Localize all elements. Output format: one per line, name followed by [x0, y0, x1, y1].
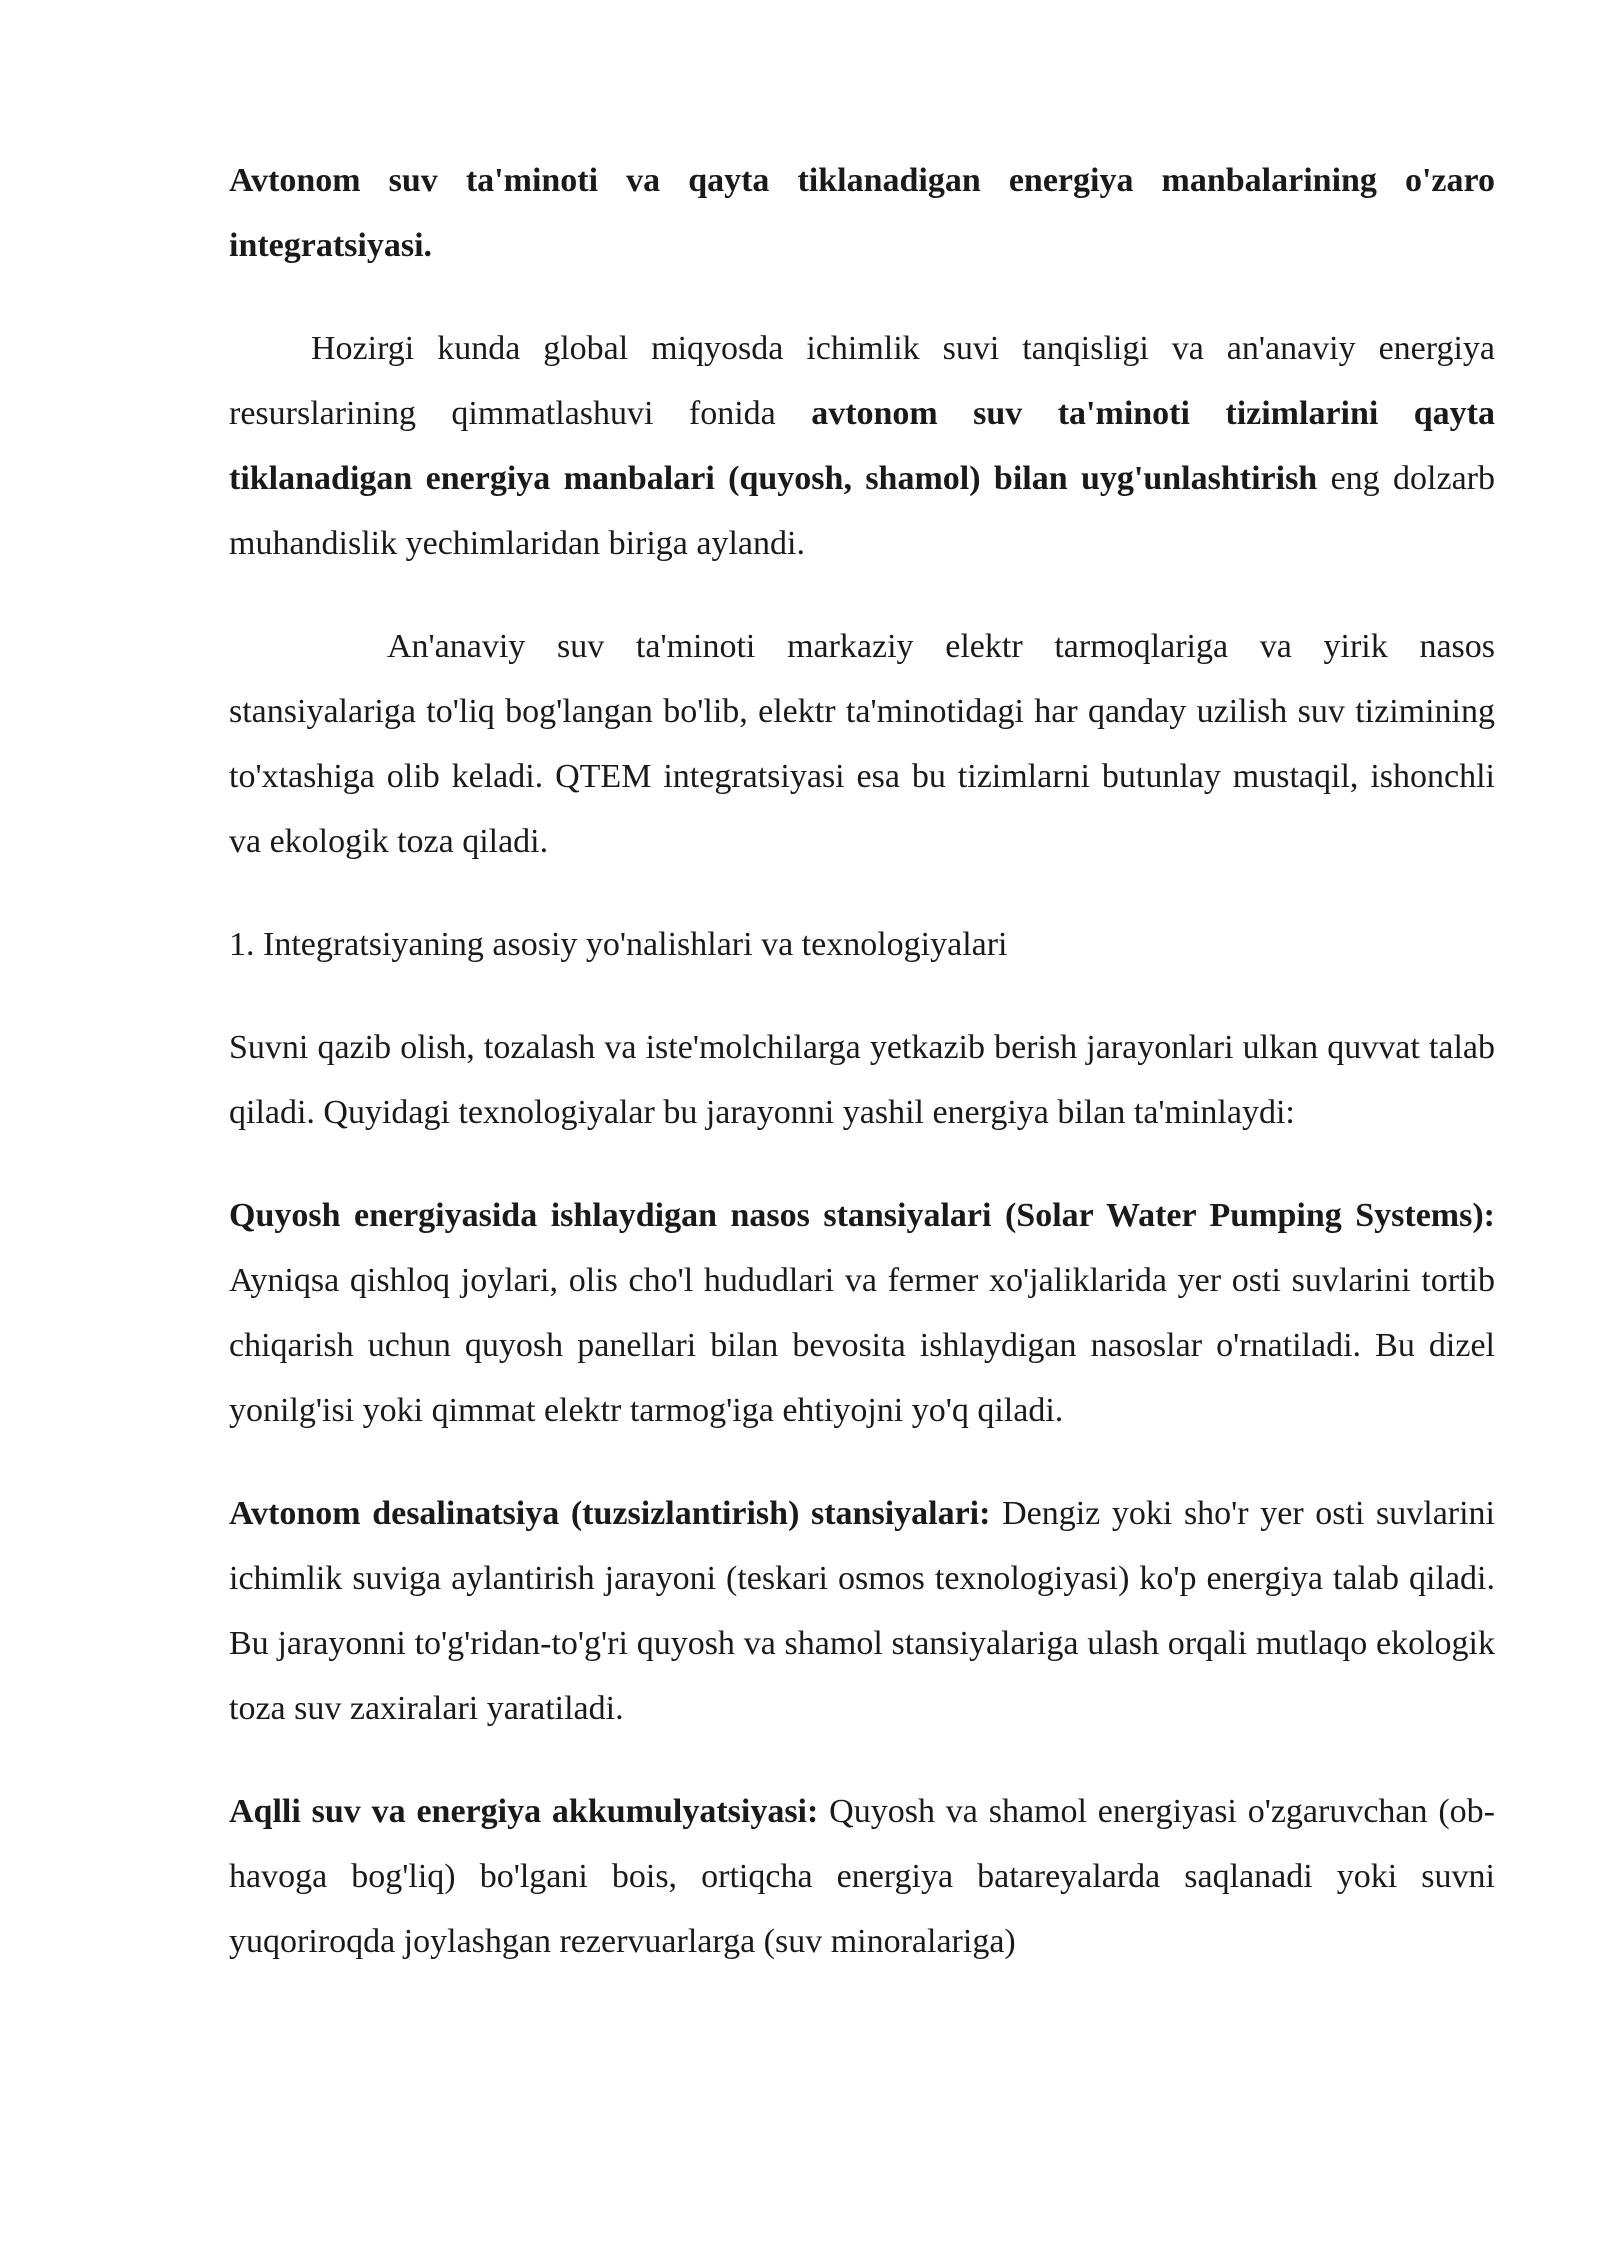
section-intro: Suvni qazib olish, tozalash va iste'molchilarga yetkazib berish jarayonlari ulkan quvvat talab qiladi. Quyidagi texnologiyalar bu jarayonni yashil energiya bilan ta'minlaydi: [229, 1029, 1495, 1131]
item-text: Ayniqsa qishloq joylari, olis cho'l hududlari va fermer xo'jaliklarida yer osti suvlarini tortib chiqarish uchun quyosh panellari bilan bevosita ishlaydigan nasoslar o'rnatiladi. Bu dizel yonilg'isi yoki qimmat elektr tarmog'iga ehtiyojni yo'q qiladi. [229, 1262, 1495, 1429]
intro-bold-phrase: avtonom suv ta'minoti tizimlarini qayta tiklanadigan energiya manbalari (quyosh, shamol) bilan uyg'unlashtirish [229, 395, 1496, 497]
item-accumulation [229, 1779, 1495, 1974]
item-desalination [229, 1481, 1495, 1741]
intro-paragraph [229, 316, 1495, 576]
item-text: Quyosh va shamol energiyasi o'zgaruvchan (ob-havoga bog'liq) bo'lgani bois, ortiqcha energiya batareyalarda saqlanadi yoki suvni yuqoriroqda joylashgan rezervuarlarga (suv minoralariga) [229, 1793, 1495, 1960]
section-heading: 1. Integratsiyaning asosiy yo'nalishlari va texnologiyalari [229, 926, 1008, 963]
intro-text-after: eng dolzarb muhandislik yechimlaridan biriga aylandi. [229, 460, 1496, 562]
item-solar-pumping [229, 1183, 1495, 1443]
document-page [229, 148, 1495, 2012]
paragraph-central-grid: An'anaviy suv ta'minoti markaziy elektr tarmoqlariga va yirik nasos stansiyalariga to'liq bog'langan bo'lib, elektr ta'minotidagi har qanday uzilish suv tizimining to'xtashiga olib keladi. QTEM integratsiyasi esa bu tizimlarni butunlay mustaqil, ishonchli va ekologik toza qiladi. [229, 628, 1495, 860]
item-term: Avtonom desalinatsiya (tuzsizlantirish) stansiyalari: [229, 1495, 991, 1532]
item-term: Quyosh energiyasida ishlaydigan nasos stansiyalari (Solar Water Pumping Systems): [229, 1197, 1495, 1234]
item-term: Aqlli suv va energiya akkumulyatsiyasi: [229, 1793, 819, 1830]
item-text: Dengiz yoki sho'r yer osti suvlarini ichimlik suviga aylantirish jarayoni (teskari osmos texnologiyasi) ko'p energiya talab qiladi. Bu jarayonni to'g'ridan-to'g'ri quyosh va shamol stansiyalariga ulash orqali mutlaqo ekologik toza suv zaxiralari yaratiladi. [229, 1495, 1496, 1727]
intro-text-before: Hozirgi kunda global miqyosda ichimlik suvi tanqisligi va an'anaviy energiya resurslarining qimmatlashuvi fonida [229, 330, 1495, 432]
document-title: Avtonom suv ta'minoti va qayta tiklanadigan energiya manbalarining o'zaro integratsiyasi. [229, 162, 1495, 264]
